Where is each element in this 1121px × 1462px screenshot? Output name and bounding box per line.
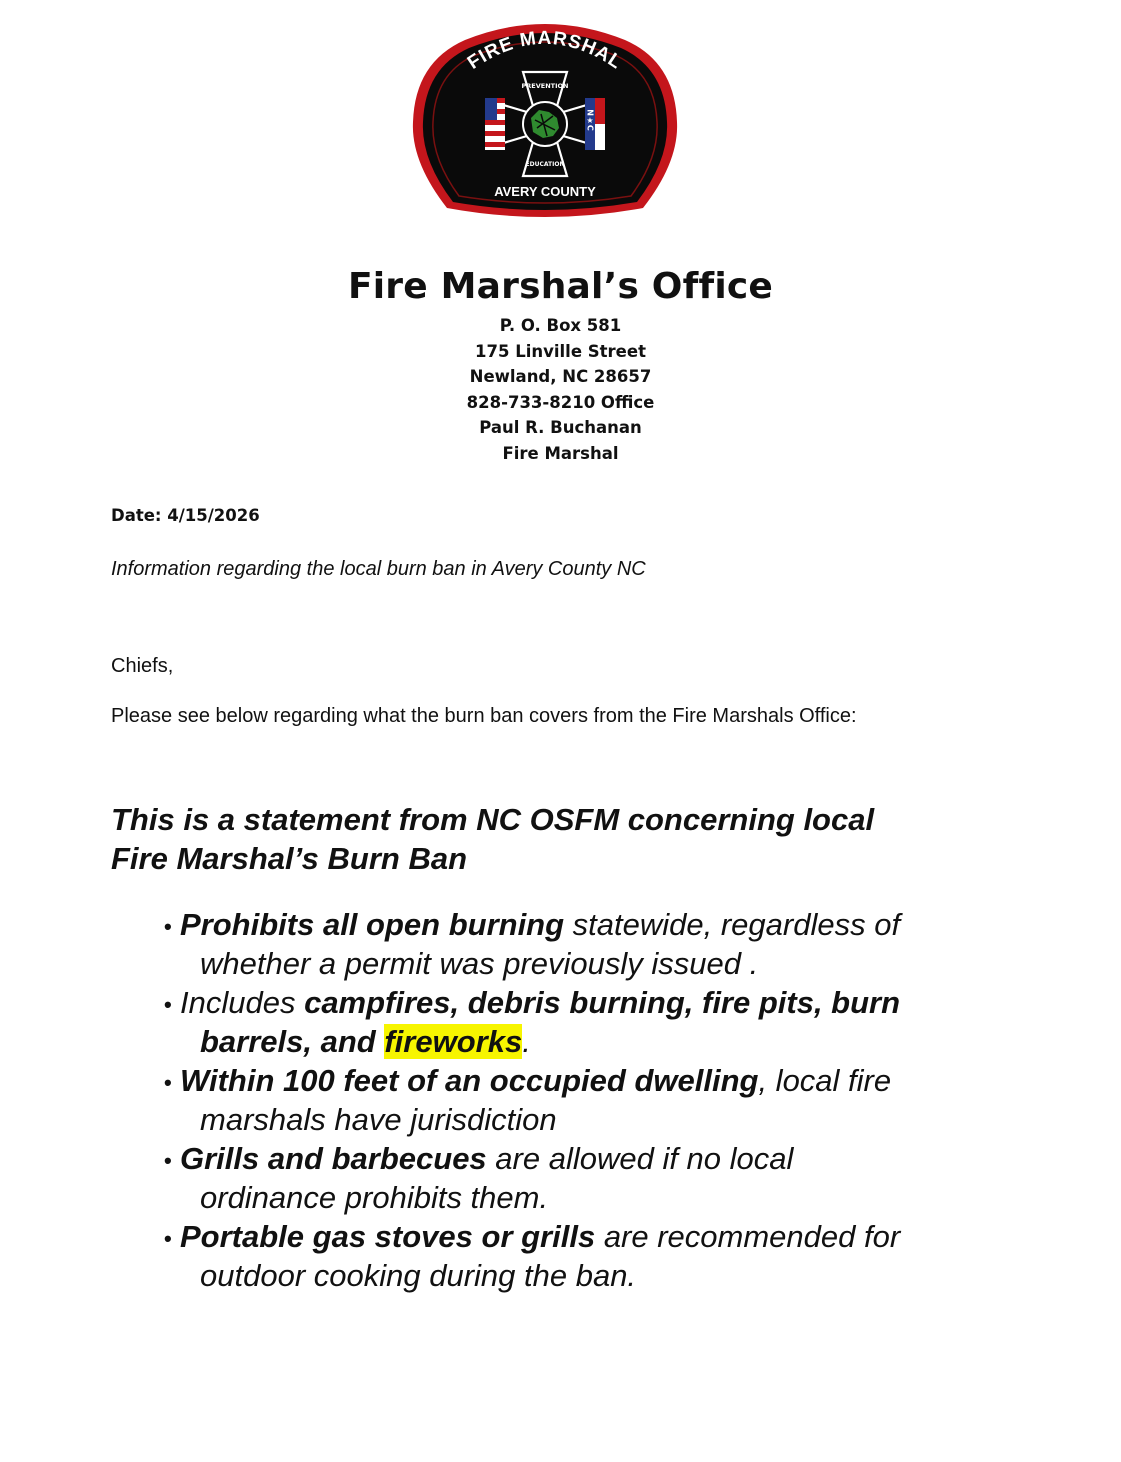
- bullet-bold-text: Prohibits all open burning: [180, 907, 565, 942]
- marshal-name: Paul R. Buchanan: [479, 418, 642, 438]
- nc-letters: N★C: [585, 109, 595, 131]
- bullet-bold-text: Portable gas stoves or grills: [180, 1219, 596, 1254]
- address-street: 175 Linville Street: [475, 341, 646, 361]
- statement-line-1: This is a statement from NC OSFM concerning local: [111, 802, 875, 837]
- list-item: [164, 1217, 1004, 1295]
- fire-marshal-patch-logo: [405, 12, 685, 220]
- bullet-continuation: outdoor cooking during the ban.: [200, 1258, 637, 1293]
- bullet-text: are allowed if no local: [486, 1141, 794, 1176]
- bullet-continuation: marshals have jurisdiction: [200, 1102, 557, 1137]
- memo-subject: Information regarding the local burn ban in Avery County NC: [111, 558, 646, 580]
- bullet-dot-icon: •: [164, 1226, 172, 1251]
- bullet-continuation: whether a permit was previously issued .: [200, 946, 759, 981]
- bullet-text: are recommended for: [595, 1219, 901, 1254]
- us-flag-icon: [485, 98, 505, 150]
- bullet-bold-text: Grills and barbecues: [180, 1141, 487, 1176]
- bullet-text: statewide, regardless of: [564, 907, 901, 942]
- statement-line-2: Fire Marshal’s Burn Ban: [111, 841, 468, 876]
- list-item: [164, 905, 1004, 983]
- bullet-dot-icon: •: [164, 914, 172, 939]
- patch-education-text: EDUCATION: [525, 161, 565, 168]
- highlighted-fireworks: fireworks: [384, 1024, 523, 1059]
- list-item: [164, 983, 1004, 1061]
- address-city: Newland, NC 28657: [469, 367, 652, 387]
- nc-flag-icon: [585, 98, 605, 150]
- memo-intro: Please see below regarding what the burn ban covers from the Fire Marshals Office:: [111, 705, 857, 727]
- memo-greeting: Chiefs,: [111, 655, 174, 677]
- bullet-dot-icon: •: [164, 1148, 172, 1173]
- bullet-dot-icon: •: [164, 992, 172, 1017]
- patch-prevention-text: PREVENTION: [521, 82, 569, 90]
- bullet-continuation: [180, 1022, 1004, 1061]
- bullet-text: .: [522, 1024, 531, 1059]
- bullet-dot-icon: •: [164, 1070, 172, 1095]
- bullet-text: Includes: [180, 985, 305, 1020]
- office-title: Fire Marshal’s Office: [347, 266, 774, 307]
- address-po-box: P. O. Box 581: [499, 316, 622, 335]
- letterhead: [0, 266, 1121, 467]
- statement-heading: [111, 800, 1011, 878]
- burn-ban-list: [164, 905, 1004, 1295]
- bullet-continuation: ordinance prohibits them.: [200, 1180, 549, 1215]
- marshal-title: Fire Marshal: [502, 443, 619, 463]
- list-item: [164, 1061, 1004, 1139]
- patch-top-text: FIRE MARSHAL: [463, 27, 627, 74]
- list-item: [164, 1139, 1004, 1217]
- bullet-bold-text: campfires, debris burning, fire pits, burn: [304, 985, 901, 1020]
- memo-date: Date: 4/15/2026: [111, 506, 260, 525]
- bullet-bold-text: barrels, and: [200, 1024, 385, 1059]
- address-phone: 828-733-8210 Office: [466, 392, 655, 412]
- bullet-bold-text: Within 100 feet of an occupied dwelling: [180, 1063, 759, 1098]
- patch-county-text: AVERY COUNTY: [494, 184, 596, 199]
- bullet-text: , local fire: [758, 1063, 892, 1098]
